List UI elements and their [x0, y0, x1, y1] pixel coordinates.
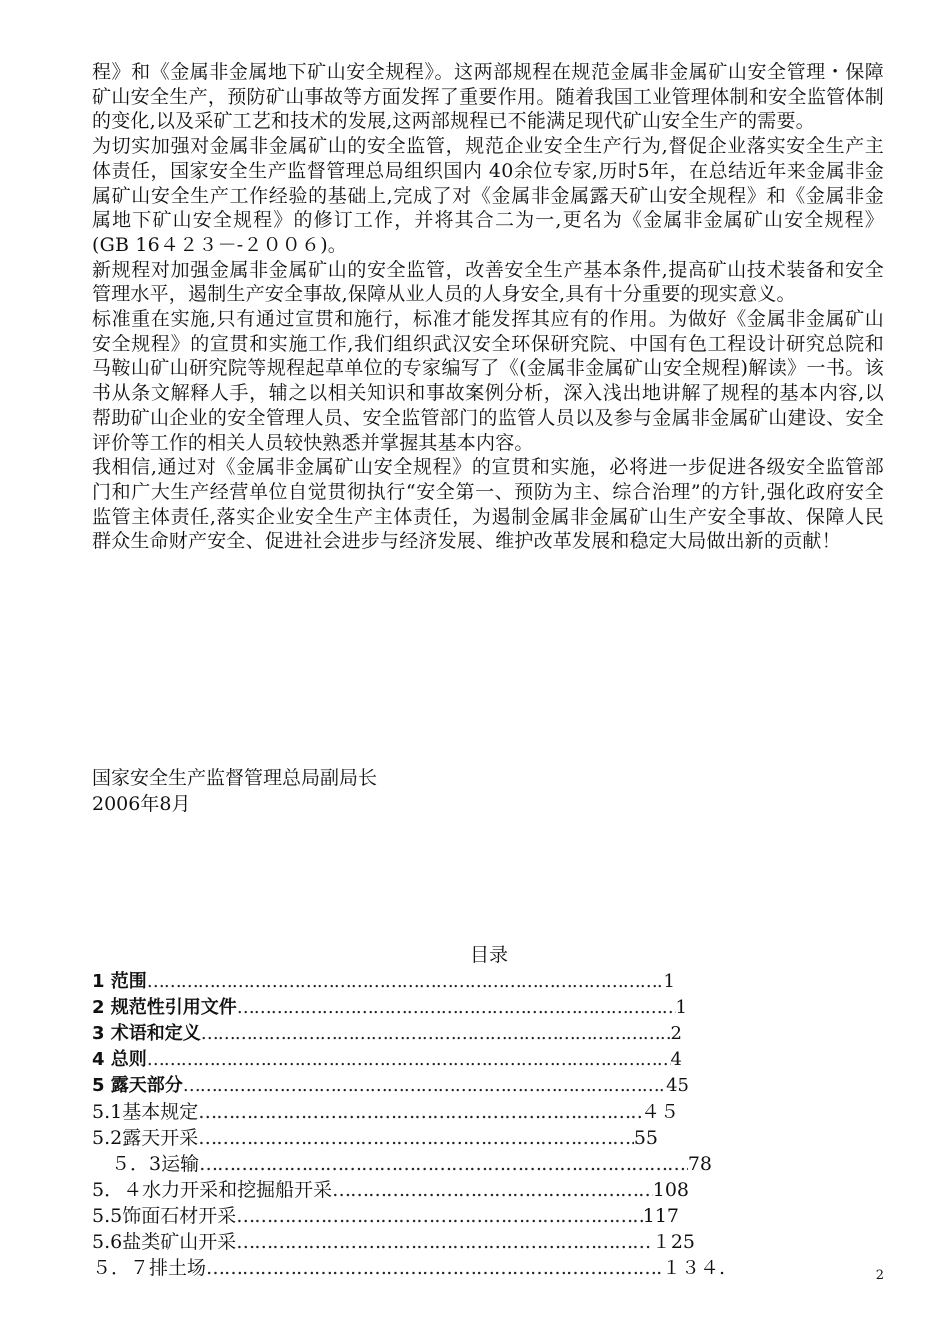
toc-entry-page: 78: [687, 1153, 712, 1175]
toc-entry[interactable]: [92, 1253, 725, 1279]
toc-entry-label: 1 范围: [92, 971, 147, 992]
toc-entry[interactable]: [92, 1175, 689, 1201]
toc-entry-label: 3 术语和定义: [92, 1023, 201, 1044]
toc-entry-label: 5．４水力开采和挖掘船开采: [92, 1179, 333, 1201]
paragraph: 为切实加强对金属非金属矿山的安全监管，规范企业安全生产行为,督促企业落实安全生产主体责任，国家安全生产监督管理总局组织国内 40余位专家,历时5年，在总结近年来金属非金属矿山安全生产工作经验的基础上,完成了对《金属非金属露天矿山安全规程》和《金属非金属地下矿山安全规程》的修订工作，并将其合二为一,更名为《金属非金属矿山安全规程》(GB 16４２３－-２００６)。: [92, 135, 884, 256]
paragraph: 程》和《金属非金属地下矿山安全规程》。这两部规程在规范金属非金属矿山安全管理・保障矿山安全生产，预防矿山事故等方面发挥了重要作用。随着我国工业管理体制和安全监管体制的变化,以及采矿工艺和技术的发展,这两部规程已不能满足现代矿山安全生产的需要。: [92, 61, 884, 133]
toc-entry[interactable]: [92, 1019, 682, 1045]
toc-entry[interactable]: [92, 1071, 689, 1097]
toc-leader-dots: [236, 1231, 652, 1253]
toc-entry[interactable]: [92, 993, 687, 1019]
toc-entry-page: 108: [652, 1179, 689, 1201]
toc-entry-page: １３４.: [661, 1257, 725, 1279]
toc-entry-page: １25: [651, 1231, 695, 1253]
toc-entry[interactable]: [92, 1123, 658, 1149]
toc-entry[interactable]: [92, 1149, 712, 1175]
signature-block: [92, 765, 377, 817]
toc-leader-dots: [206, 1257, 662, 1279]
toc-entry[interactable]: [92, 1045, 682, 1071]
page-number: 2: [875, 1268, 884, 1283]
toc-entry-page: 1: [675, 997, 687, 1018]
toc-leader-dots: [198, 1101, 641, 1123]
toc-entry-label: 5.5饰面石材开采: [92, 1205, 237, 1227]
toc-entry[interactable]: [92, 1227, 695, 1253]
toc-entry-label: ５．3运输: [92, 1153, 200, 1175]
toc-entry-label: 5.6盐类矿山开采: [92, 1231, 237, 1253]
paragraph: 新规程对加强金属非金属矿山的安全监管，改善安全生产基本条件,提高矿山技术装备和安全管理水平，遏制生产安全事故,保障从业人员的人身安全,具有十分重要的现实意义。: [92, 258, 884, 306]
toc-entry[interactable]: [92, 1201, 679, 1227]
toc-entry-label: 5 露天部分: [92, 1075, 183, 1096]
toc-entry-page: 1: [663, 971, 675, 992]
toc-title: 目录: [469, 944, 508, 966]
document-body: [92, 60, 884, 554]
toc-entry[interactable]: [92, 1097, 679, 1123]
toc-entry-page: 117: [642, 1205, 679, 1227]
toc-leader-dots: [236, 1205, 643, 1227]
toc-entry-label: 2 规范性引用文件: [92, 997, 237, 1018]
toc-entry-page: ４５: [640, 1101, 679, 1123]
toc-leader-dots: [147, 971, 664, 992]
toc-leader-dots: [201, 1023, 671, 1044]
paragraph: 标准重在实施,只有通过宣贯和施行，标准才能发挥其应有的作用。为做好《金属非金属矿山安全规程》的宣贯和实施工作,我们组织武汉安全环保研究院、中国有色工程设计研究总院和马鞍山矿山研究院等规程起草单位的专家编写了《(金属非金属矿山安全规程)解读》一书。该书从条文解释人手，辅之以相关知识和事故案例分析，深入浅出地讲解了规程的基本内容,以帮助矿山企业的安全管理人员、安全监管部门的监管人员以及参与金属非金属矿山建设、安全评价等工作的相关人员较快熟悉并掌握其基本内容。: [92, 308, 884, 454]
toc-entry-label: 5.2露天开采: [92, 1127, 199, 1149]
toc-entry-page: 45: [666, 1075, 689, 1096]
toc-entry-label: 5.1基本规定: [92, 1101, 199, 1123]
toc-leader-dots: [198, 1127, 634, 1149]
toc-leader-dots: [199, 1153, 688, 1175]
toc-entry[interactable]: [92, 967, 675, 993]
toc-leader-dots: [237, 997, 676, 1018]
paragraph: 我相信,通过对《金属非金属矿山安全规程》的宣贯和实施，必将进一步促进各级安全监管部门和广大生产经营单位自觉贯彻执行“安全第一、预防为主、综合治理”的方针,强化政府安全监管主体责任,落实企业安全生产主体责任，为遏制金属非金属矿山生产安全事故、保障人民群众生命财产安全、促进社会进步与经济发展、维护改革发展和稳定大局做出新的贡献！: [92, 456, 884, 553]
signature-title: 国家安全生产监督管理总局副局长: [92, 767, 378, 789]
toc-leader-dots: [183, 1075, 666, 1096]
toc-entry-label: ５．７排土场: [92, 1257, 207, 1279]
toc-entry-page: 55: [633, 1127, 658, 1149]
toc-leader-dots: [147, 1049, 671, 1070]
toc-entry-label: 4 总则: [92, 1049, 147, 1070]
signature-date: 2006年8月: [92, 793, 191, 815]
toc-entry-page: 4: [670, 1049, 682, 1070]
toc-leader-dots: [332, 1179, 653, 1201]
table-of-contents: [92, 967, 752, 1279]
toc-entry-page: 2: [670, 1023, 682, 1044]
